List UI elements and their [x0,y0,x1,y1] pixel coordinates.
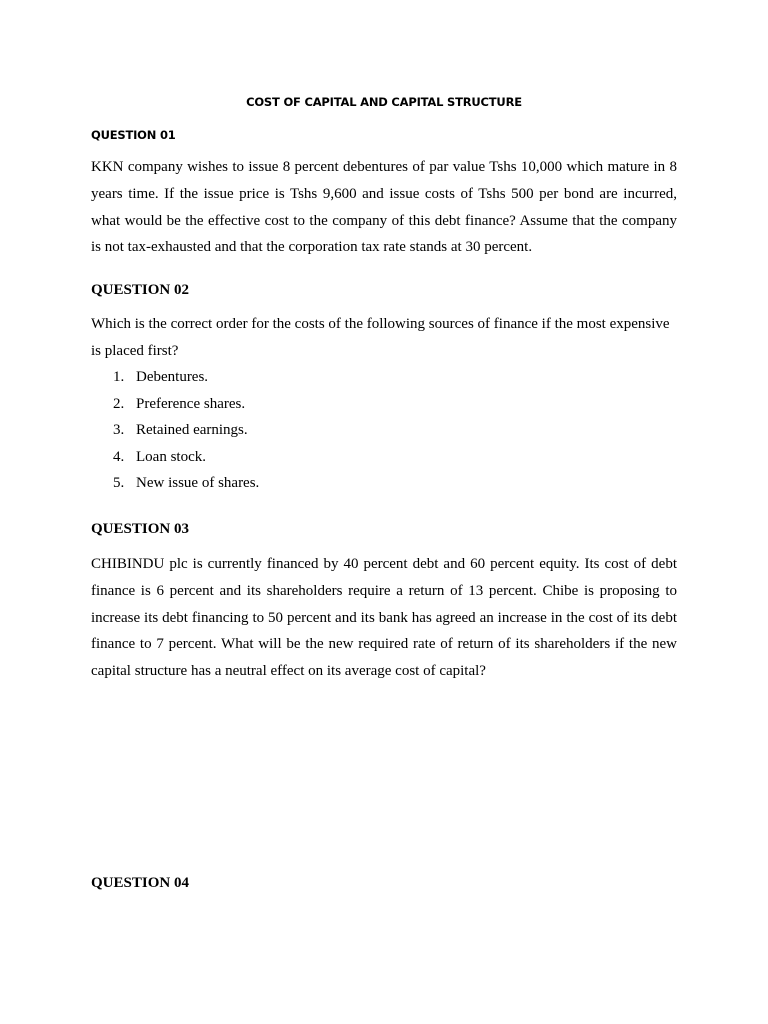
list-item-number: 5. [113,475,125,492]
list-item-number: 1. [113,369,125,385]
list-item [91,444,259,471]
question-03-heading: QUESTION 03 [91,521,189,537]
list-item [91,470,259,497]
list-item [91,364,259,391]
question-01-text: KKN company wishes to issue 8 percent debentures of par value Tshs 10,000 which mature in 8 years time. If the issue price is Tshs 9,600 and issue costs of Tshs 500 per bond are incurred, what would be the effective cost to the company of this debt finance? Assume that the company is not tax-exhausted and that the corporation tax rate stands at 30 percent. [91,159,677,256]
question-01-heading: QUESTION 01 [91,128,176,142]
list-item-number: 4. [113,448,125,465]
list-item-label: Loan stock. [136,448,206,465]
list-item [91,391,259,418]
list-item-label: Preference shares. [136,395,246,412]
question-03-text: CHIBINDU plc is currently financed by 40 percent debt and 60 percent equity. Its cost of debt finance is 6 percent and its shareholders require a return of 13 percent. Chibe is proposing to increase its debt financing to 50 percent and its bank has agreed an increase in the cost of its debt finance to 7 percent. What will be the new required rate of return of its shareholders if the new capital structure has a neutral effect on its average cost of capital? [91,556,677,680]
list-item [91,417,259,444]
list-item-label: Debentures. [136,369,209,385]
list-item-number: 3. [113,422,125,439]
list-item-number: 2. [113,395,125,412]
question-02-heading: QUESTION 02 [91,282,189,298]
sources-of-finance-list [91,364,259,497]
question-04-heading: QUESTION 04 [91,875,189,891]
document-title: COST OF CAPITAL AND CAPITAL STRUCTURE [246,95,522,109]
question-02-text: Which is the correct order for the costs of the following sources of finance if the most expensive is placed first? [91,316,670,359]
list-item-label: Retained earnings. [136,422,248,439]
list-item-label: New issue of shares. [136,475,260,492]
